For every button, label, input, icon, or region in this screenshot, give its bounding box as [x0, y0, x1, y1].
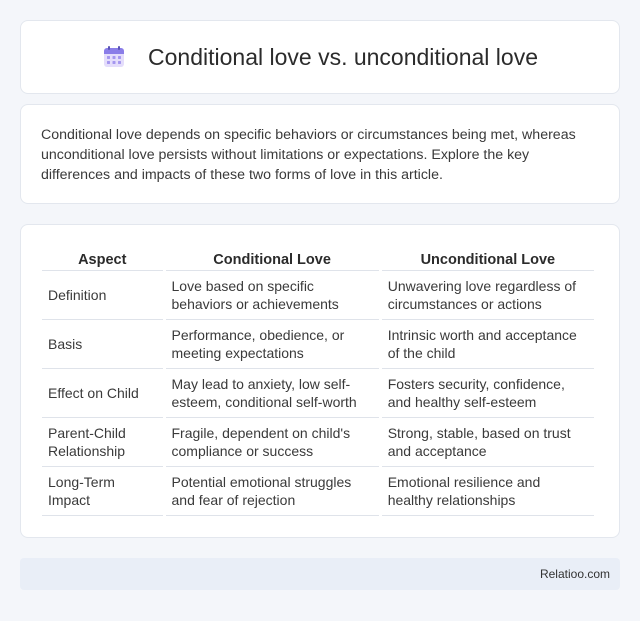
table-row: [42, 271, 594, 320]
table-cell-unconditional: Intrinsic worth and acceptance of the child: [382, 320, 594, 369]
calendar-icon: [102, 45, 126, 69]
table-cell-aspect: Basis: [42, 320, 163, 369]
table-cell-unconditional: Unwavering love regardless of circumstances or actions: [382, 271, 594, 320]
table-cell-unconditional: Strong, stable, based on trust and acceptance: [382, 418, 594, 467]
footer-bar: [20, 558, 620, 590]
table-cell-aspect: Effect on Child: [42, 369, 163, 418]
page-title: Conditional love vs. unconditional love: [148, 43, 538, 70]
table-cell-conditional: Love based on specific behaviors or achievements: [166, 271, 379, 320]
intro-card: [20, 104, 620, 204]
column-header-aspect: Aspect: [42, 243, 163, 271]
table-cell-conditional: Fragile, dependent on child's compliance or success: [166, 418, 379, 467]
table-row: [42, 369, 594, 418]
column-header-unconditional: Unconditional Love: [382, 243, 594, 271]
table-cell-aspect: Parent-Child Relationship: [42, 418, 163, 467]
comparison-table-card: [20, 224, 620, 538]
table-row: [42, 418, 594, 467]
table-row: [42, 320, 594, 369]
table-cell-unconditional: Emotional resilience and healthy relationships: [382, 467, 594, 516]
table-cell-aspect: Long-Term Impact: [42, 467, 163, 516]
comparison-table: [39, 243, 597, 516]
table-row: [42, 467, 594, 516]
table-cell-conditional: May lead to anxiety, low self-esteem, conditional self-worth: [166, 369, 379, 418]
intro-text: Conditional love depends on specific behaviors or circumstances being met, whereas unconditional love persists without limitations or expectations. Explore the key differences and impacts of these two forms of love in this article.: [41, 127, 576, 183]
column-header-conditional: Conditional Love: [166, 243, 379, 271]
table-cell-aspect: Definition: [42, 271, 163, 320]
footer-site-name: Relatioo.com: [539, 567, 610, 581]
table-cell-conditional: Potential emotional struggles and fear of rejection: [166, 467, 379, 516]
table-header-row: [42, 243, 594, 271]
table-cell-unconditional: Fosters security, confidence, and healthy self-esteem: [382, 369, 594, 418]
table-cell-conditional: Performance, obedience, or meeting expectations: [166, 320, 379, 369]
title-card: [20, 20, 620, 94]
